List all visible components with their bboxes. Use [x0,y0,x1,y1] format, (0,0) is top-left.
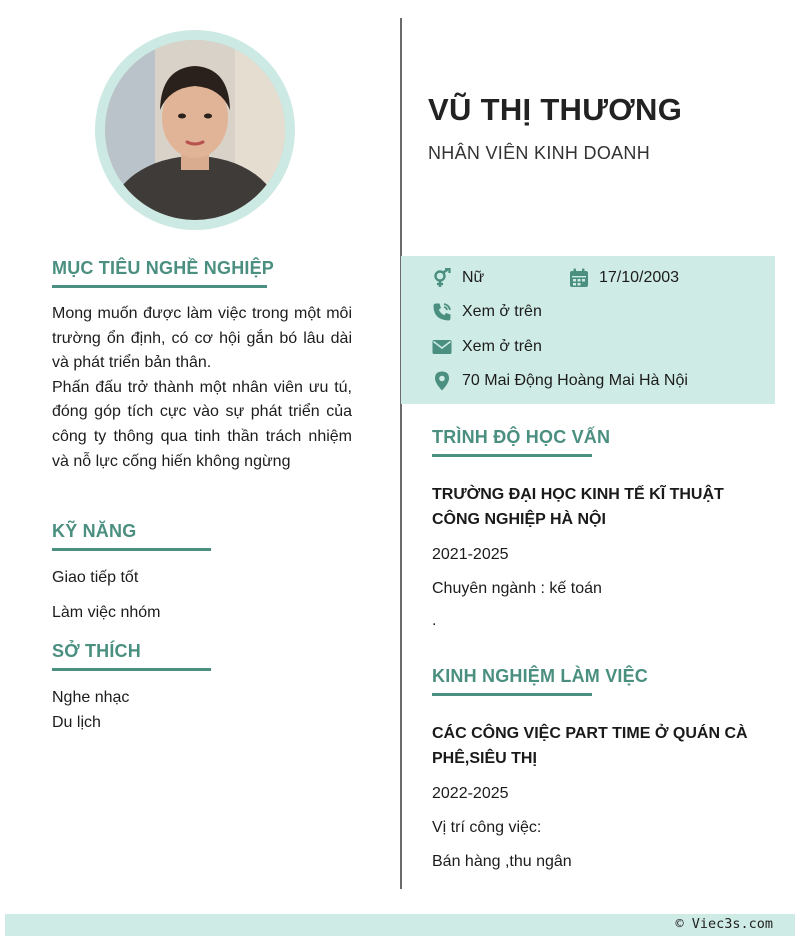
skills-section [52,521,352,625]
hobbies-title: SỞ THÍCH [52,641,141,661]
envelope-icon [432,337,452,357]
address-value: 70 Mai Động Hoàng Mai Hà Nội [462,372,688,389]
footer-bar [5,914,795,936]
calendar-icon [569,268,589,288]
avatar-ring [95,30,295,230]
school-name: TRƯỜNG ĐẠI HỌC KINH TẾ KĨ THUẬT CÔNG NGHIỆP HÀ NỘI [432,486,724,528]
objective-section [52,258,352,474]
education-section [432,427,762,630]
hobbies-section [52,641,352,735]
education-underline [432,454,592,457]
hobby-item: Nghe nhạc [52,689,130,706]
contact-box [401,256,775,404]
experience-section [432,666,762,871]
avatar [105,40,285,220]
objective-paragraph-1: Mong muốn được làm việc trong một môi trường ổn định, có cơ hội gắn bó lâu dài và phát triển bản thân. [52,305,352,372]
hobby-item: Du lịch [52,713,101,731]
education-years: 2021-2025 [432,546,509,563]
gender-value: Nữ [462,269,485,286]
experience-underline [432,693,592,696]
birthdate-row [569,268,679,288]
map-pin-icon [432,371,452,391]
column-divider [400,18,402,889]
birthdate-value: 17/10/2003 [599,269,680,286]
phone-value: Xem ở trên [462,303,542,320]
phone-icon [432,302,452,322]
education-major: Chuyên ngành : kế toán [432,580,602,597]
skill-item: Giao tiếp tốt [52,569,139,586]
objective-title: MỤC TIÊU NGHỀ NGHIỆP [52,258,275,278]
position-value: Bán hàng ,thu ngân [432,853,572,870]
experience-years: 2022-2025 [432,785,509,802]
footer-credit: © Viec3s.com [675,916,773,932]
objective-paragraph-2: Phấn đấu trở thành một nhân viên ưu tú, đóng góp tích cực vào sự phát triển của công ty thông qua tinh thần trách nhiệm và nỗ lực cống hiến không ngừng [52,378,352,470]
gender-icon [432,268,452,288]
phone-row [432,302,542,322]
avatar-photo [105,40,285,220]
email-value: Xem ở trên [462,338,542,355]
position-label: Vị trí công việc: [432,819,542,836]
address-row [432,371,688,391]
full-name: VŨ THỊ THƯƠNG [428,92,683,127]
skill-item: Làm việc nhóm [52,603,161,621]
gender-row [432,268,484,288]
objective-underline [52,285,267,288]
email-row [432,337,542,357]
hobbies-underline [52,668,211,671]
skills-underline [52,548,211,551]
education-title: TRÌNH ĐỘ HỌC VẤN [432,427,611,447]
job-title: NHÂN VIÊN KINH DOANH [428,143,651,163]
experience-title: KINH NGHIỆM LÀM VIỆC [432,666,649,686]
job-heading: CÁC CÔNG VIỆC PART TIME Ở QUÁN CÀ PHÊ,SIÊU THỊ [432,725,748,767]
skills-title: KỸ NĂNG [52,521,137,541]
education-note: . [432,612,437,629]
